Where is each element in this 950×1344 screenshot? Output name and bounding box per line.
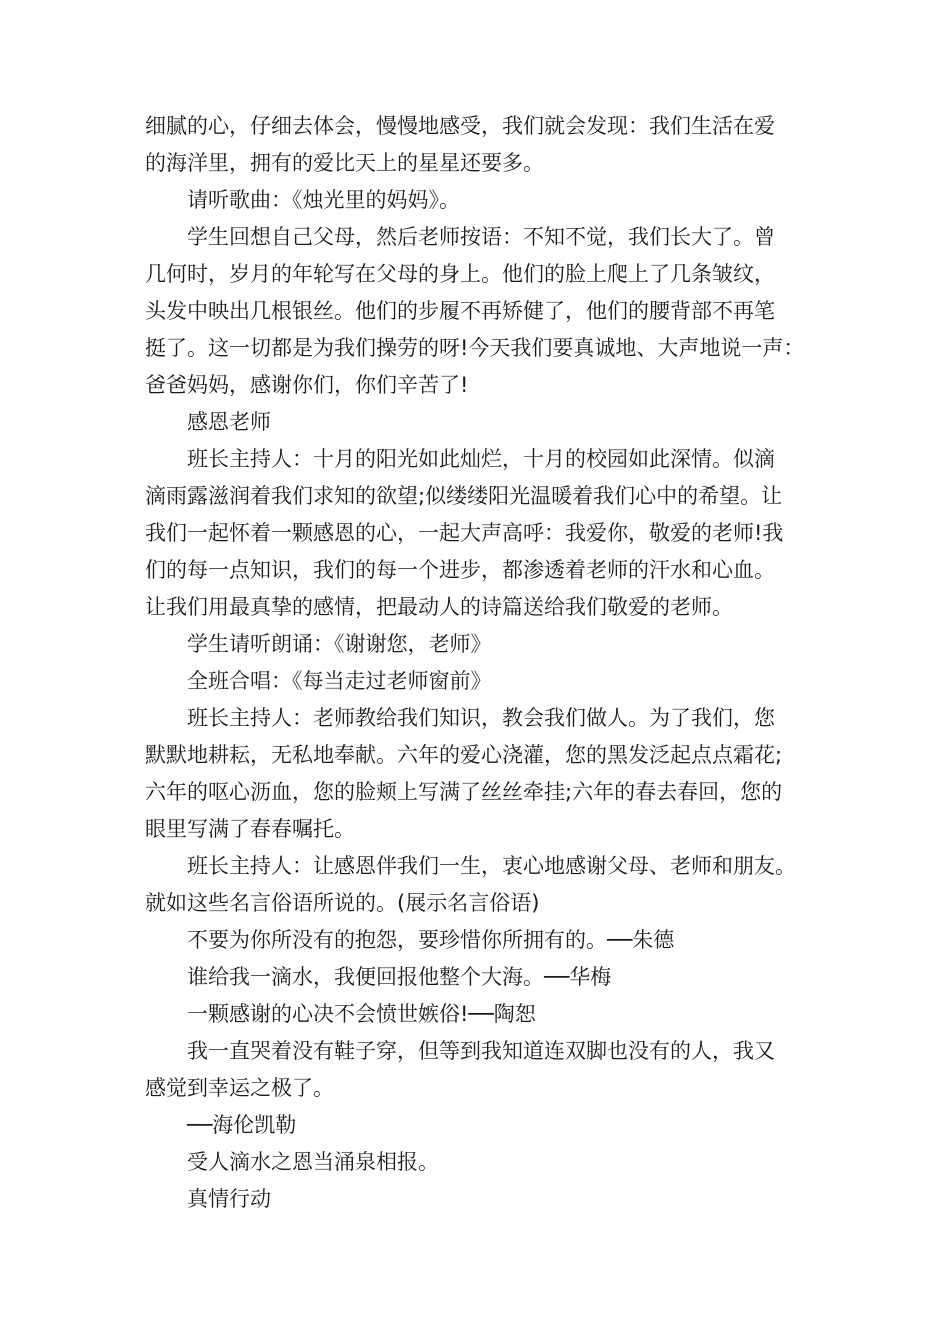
text-line: 班长主持人：老师教给我们知识，教会我们做人。为了我们，您 — [187, 706, 775, 730]
paragraph-host-gratitude — [145, 848, 825, 922]
quote-tao-shu — [145, 996, 825, 1033]
text-line: ──海伦凯勒 — [187, 1113, 297, 1137]
paragraph-love-ocean — [145, 108, 825, 182]
text-line: 我们一起怀着一颗感恩的心，一起大声高呼：我爱你，敬爱的老师!我 — [145, 521, 784, 545]
text-line: 让我们用最真挚的感情，把最动人的诗篇送给我们敬爱的老师。 — [145, 595, 733, 619]
text-line: 挺了。这一切都是为我们操劳的呀!今天我们要真诚地、大声地说一声： — [145, 336, 805, 360]
paragraph-parents-thanks — [145, 219, 825, 404]
text-line: 谁给我一滴水，我便回报他整个大海。──华梅 — [187, 965, 612, 989]
text-line: 感恩老师 — [187, 410, 271, 434]
text-line: 学生回想自己父母，然后老师按语：不知不觉，我们长大了。曾 — [187, 225, 775, 249]
section-heading-sincere-action — [145, 1181, 825, 1218]
text-line: 细腻的心，仔细去体会，慢慢地感受，我们就会发现：我们生活在爱 — [145, 114, 775, 138]
text-line: 头发中映出几根银丝。他们的步履不再矫健了，他们的腰背部不再笔 — [145, 299, 775, 323]
text-line: 六年的呕心沥血，您的脸颊上写满了丝丝牵挂;六年的春去春回，您的 — [145, 780, 783, 804]
quote-hua-mei — [145, 959, 825, 996]
paragraph-host-teacher-1 — [145, 441, 825, 626]
text-line: 就如这些名言俗语所说的。(展示名言俗语) — [145, 891, 540, 915]
paragraph-recitation — [145, 626, 825, 663]
paragraph-host-teacher-2 — [145, 700, 825, 848]
text-line: 学生请听朗诵：《谢谢您，老师》 — [187, 632, 492, 656]
text-line: 班长主持人：让感恩伴我们一生，衷心地感谢父母、老师和朋友。 — [187, 854, 796, 878]
text-line: 真情行动 — [187, 1187, 271, 1211]
text-line: 班长主持人：十月的阳光如此灿烂，十月的校园如此深情。似滴 — [187, 447, 775, 471]
text-line: 爸爸妈妈，感谢你们，你们辛苦了! — [145, 373, 469, 397]
section-heading-thank-teacher — [145, 404, 825, 441]
text-line: 几何时，岁月的年轮写在父母的身上。他们的脸上爬上了几条皱纹， — [145, 262, 775, 286]
quote-zhu-de — [145, 922, 825, 959]
text-line: 们的每一点知识，我们的每一个进步，都渗透着老师的汗水和心血。 — [145, 558, 775, 582]
text-line: 请听歌曲：《烛光里的妈妈》。 — [187, 188, 460, 212]
quote-helen-keller — [145, 1033, 825, 1107]
paragraph-chorus — [145, 663, 825, 700]
text-line: 我一直哭着没有鞋子穿，但等到我知道连双脚也没有的人，我又 — [187, 1039, 775, 1063]
text-line: 的海洋里，拥有的爱比天上的星星还要多。 — [145, 151, 544, 175]
text-line: 一颗感谢的心决不会愤世嫉俗!──陶恕 — [187, 1002, 536, 1026]
text-line: 眼里写满了春春嘱托。 — [145, 817, 355, 841]
quote-attribution-helen-keller — [145, 1107, 825, 1144]
text-line: 滴雨露滋润着我们求知的欲望;似缕缕阳光温暖着我们心中的希望。让 — [145, 484, 783, 508]
text-line: 不要为你所没有的抱怨，要珍惜你所拥有的。──朱德 — [187, 928, 675, 952]
text-line: 全班合唱：《每当走过老师窗前》 — [187, 669, 492, 693]
text-line: 默默地耕耘，无私地奉献。六年的爱心浇灌，您的黑发泛起点点霜花; — [145, 743, 783, 767]
proverb-repay-kindness — [145, 1144, 825, 1181]
paragraph-song-mother — [145, 182, 825, 219]
text-line: 受人滴水之恩当涌泉相报。 — [187, 1150, 439, 1174]
text-line: 感觉到幸运之极了。 — [145, 1076, 334, 1100]
